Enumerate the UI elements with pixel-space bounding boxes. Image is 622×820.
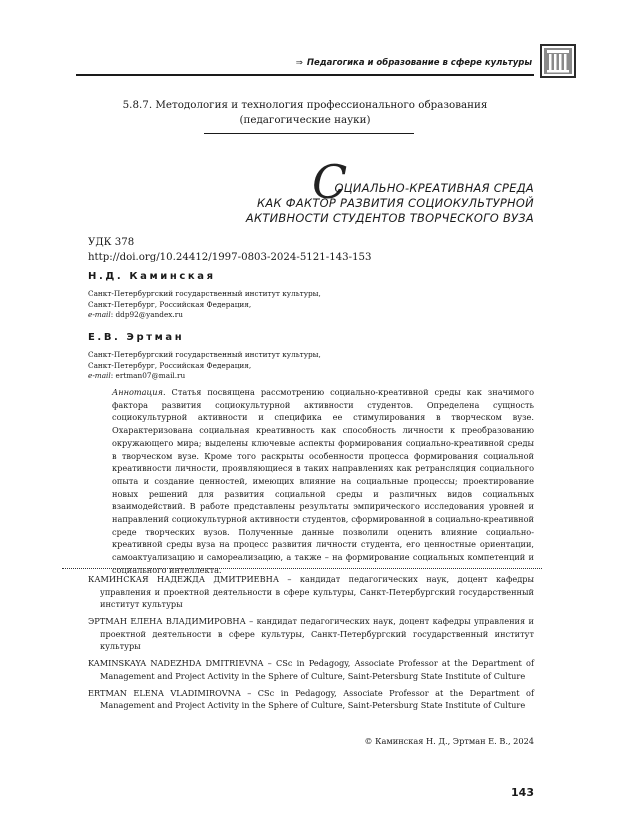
bio-entry: ЭРТМАН ЕЛЕНА ВЛАДИМИРОВНА – кандидат педагогических наук, доцент кафедры управления и проектной деятельности в сфере культуры, Санкт-Петербургский государственный институт культуры xyxy=(88,616,534,651)
abstract xyxy=(112,386,534,577)
affiliation-line: Санкт-Петербург, Российская Федерация, xyxy=(88,360,252,370)
column-logo-icon xyxy=(540,44,576,78)
affiliation-line: Санкт-Петербургский государственный институт культуры, xyxy=(88,289,321,298)
affiliation-line: Санкт-Петербургский государственный институт культуры, xyxy=(88,350,321,359)
author-bios xyxy=(88,573,534,716)
title-drop-cap: С xyxy=(312,155,348,209)
email-address[interactable]: : ertman07@mail.ru xyxy=(110,371,186,380)
section-title: Педагогика и образование в сфере культуры xyxy=(306,58,532,68)
email-label: e-mail xyxy=(88,371,111,380)
author-email[interactable] xyxy=(88,371,321,382)
author-email[interactable] xyxy=(88,310,321,321)
title-line-3: АКТИВНОСТИ СТУДЕНТОВ ТВОРЧЕСКОГО ВУЗА xyxy=(245,211,534,225)
specialty-line-1: 5.8.7. Методология и технология профессионального образования xyxy=(122,99,488,111)
author-name: Н.Д. Каминская xyxy=(88,271,216,282)
abstract-label: Аннотация. xyxy=(112,387,166,397)
author-affiliation xyxy=(88,289,321,321)
separator-rule xyxy=(204,133,414,134)
author-affiliation xyxy=(88,350,321,382)
copyright: © Каминская Н. Д., Эртман Е. В., 2024 xyxy=(364,736,534,746)
affiliation-line: Санкт-Петербург, Российская Федерация, xyxy=(88,299,252,309)
abstract-text: Статья посвящена рассмотрению социально-креативной среды как значимого фактора развития социокультурной активности студентов. Определена сущность социокультурной активности и специфика ее стимулирования в творческом вузе. Охарактеризована социальная креативность как способность личности к преобразованию окружающего мира; выделены ключевые аспекты формирования социально-креативной среды в творческом вузе. Кроме того раскрыты особенности процесса формирования социальной креативности личности, проявляющиеся в таких направлениях как ретрансляция социального опыта и создание ценностей, имеющих влияние на социальные процессы; проектирование новых решений для развития социальной среды и различных видов социальных взаимодействий. В работе представлены результаты эмпирического исследования уровней и направлений социокультурной активности студентов, сформированной в социально-креативной среде творческих вузов. Полученные данные позволили оценить влияние социально-креативной среды вуза на процесс развития личности студента, его ценностные ориентации, самоактуализацию и самореализацию, а также – на формирование социальных компетенций и социального интеллекта. xyxy=(112,387,534,575)
header-rule xyxy=(76,74,534,76)
title-line-2: КАК ФАКТОР РАЗВИТИЯ СОЦИОКУЛЬТУРНОЙ xyxy=(257,196,534,210)
author-name: Е.В. Эртман xyxy=(88,332,185,343)
dotted-divider xyxy=(62,568,542,569)
bio-entry: КАМИНСКАЯ НАДЕЖДА ДМИТРИЕВНА – кандидат педагогических наук, доцент кафедры управления и проектной деятельности в сфере культуры, Санкт-Петербургский государственный институт культуры xyxy=(88,574,534,609)
bio-entry: ERTMAN ELENA VLADIMIROVNA – CSc in Pedagogy, Associate Professor at the Department of Management and Project Activity in the Sphere of Culture, Saint-Petersburg State Institute of Culture xyxy=(88,687,534,710)
arrow-icon: ⇒ xyxy=(295,58,303,68)
bio-entry: KAMINSKAYA NADEZHDA DMITRIEVNA – CSc in Pedagogy, Associate Professor at the Department of Management and Project Activity in the Sphere of Culture, Saint-Petersburg State Institute of Culture xyxy=(88,658,534,681)
specialty-line-2: (педагогические науки) xyxy=(239,114,371,126)
udk: УДК 378 xyxy=(88,237,135,248)
email-address[interactable]: : ddp92@yandex.ru xyxy=(110,310,183,319)
title-line-1: ОЦИАЛЬНО-КРЕАТИВНАЯ СРЕДА xyxy=(334,181,534,195)
email-label: e-mail xyxy=(88,310,111,319)
doi-link[interactable]: http://doi.org/10.24412/1997-0803-2024-5121-143-153 xyxy=(88,252,372,263)
page-number: 143 xyxy=(511,786,534,799)
running-header xyxy=(230,58,532,68)
